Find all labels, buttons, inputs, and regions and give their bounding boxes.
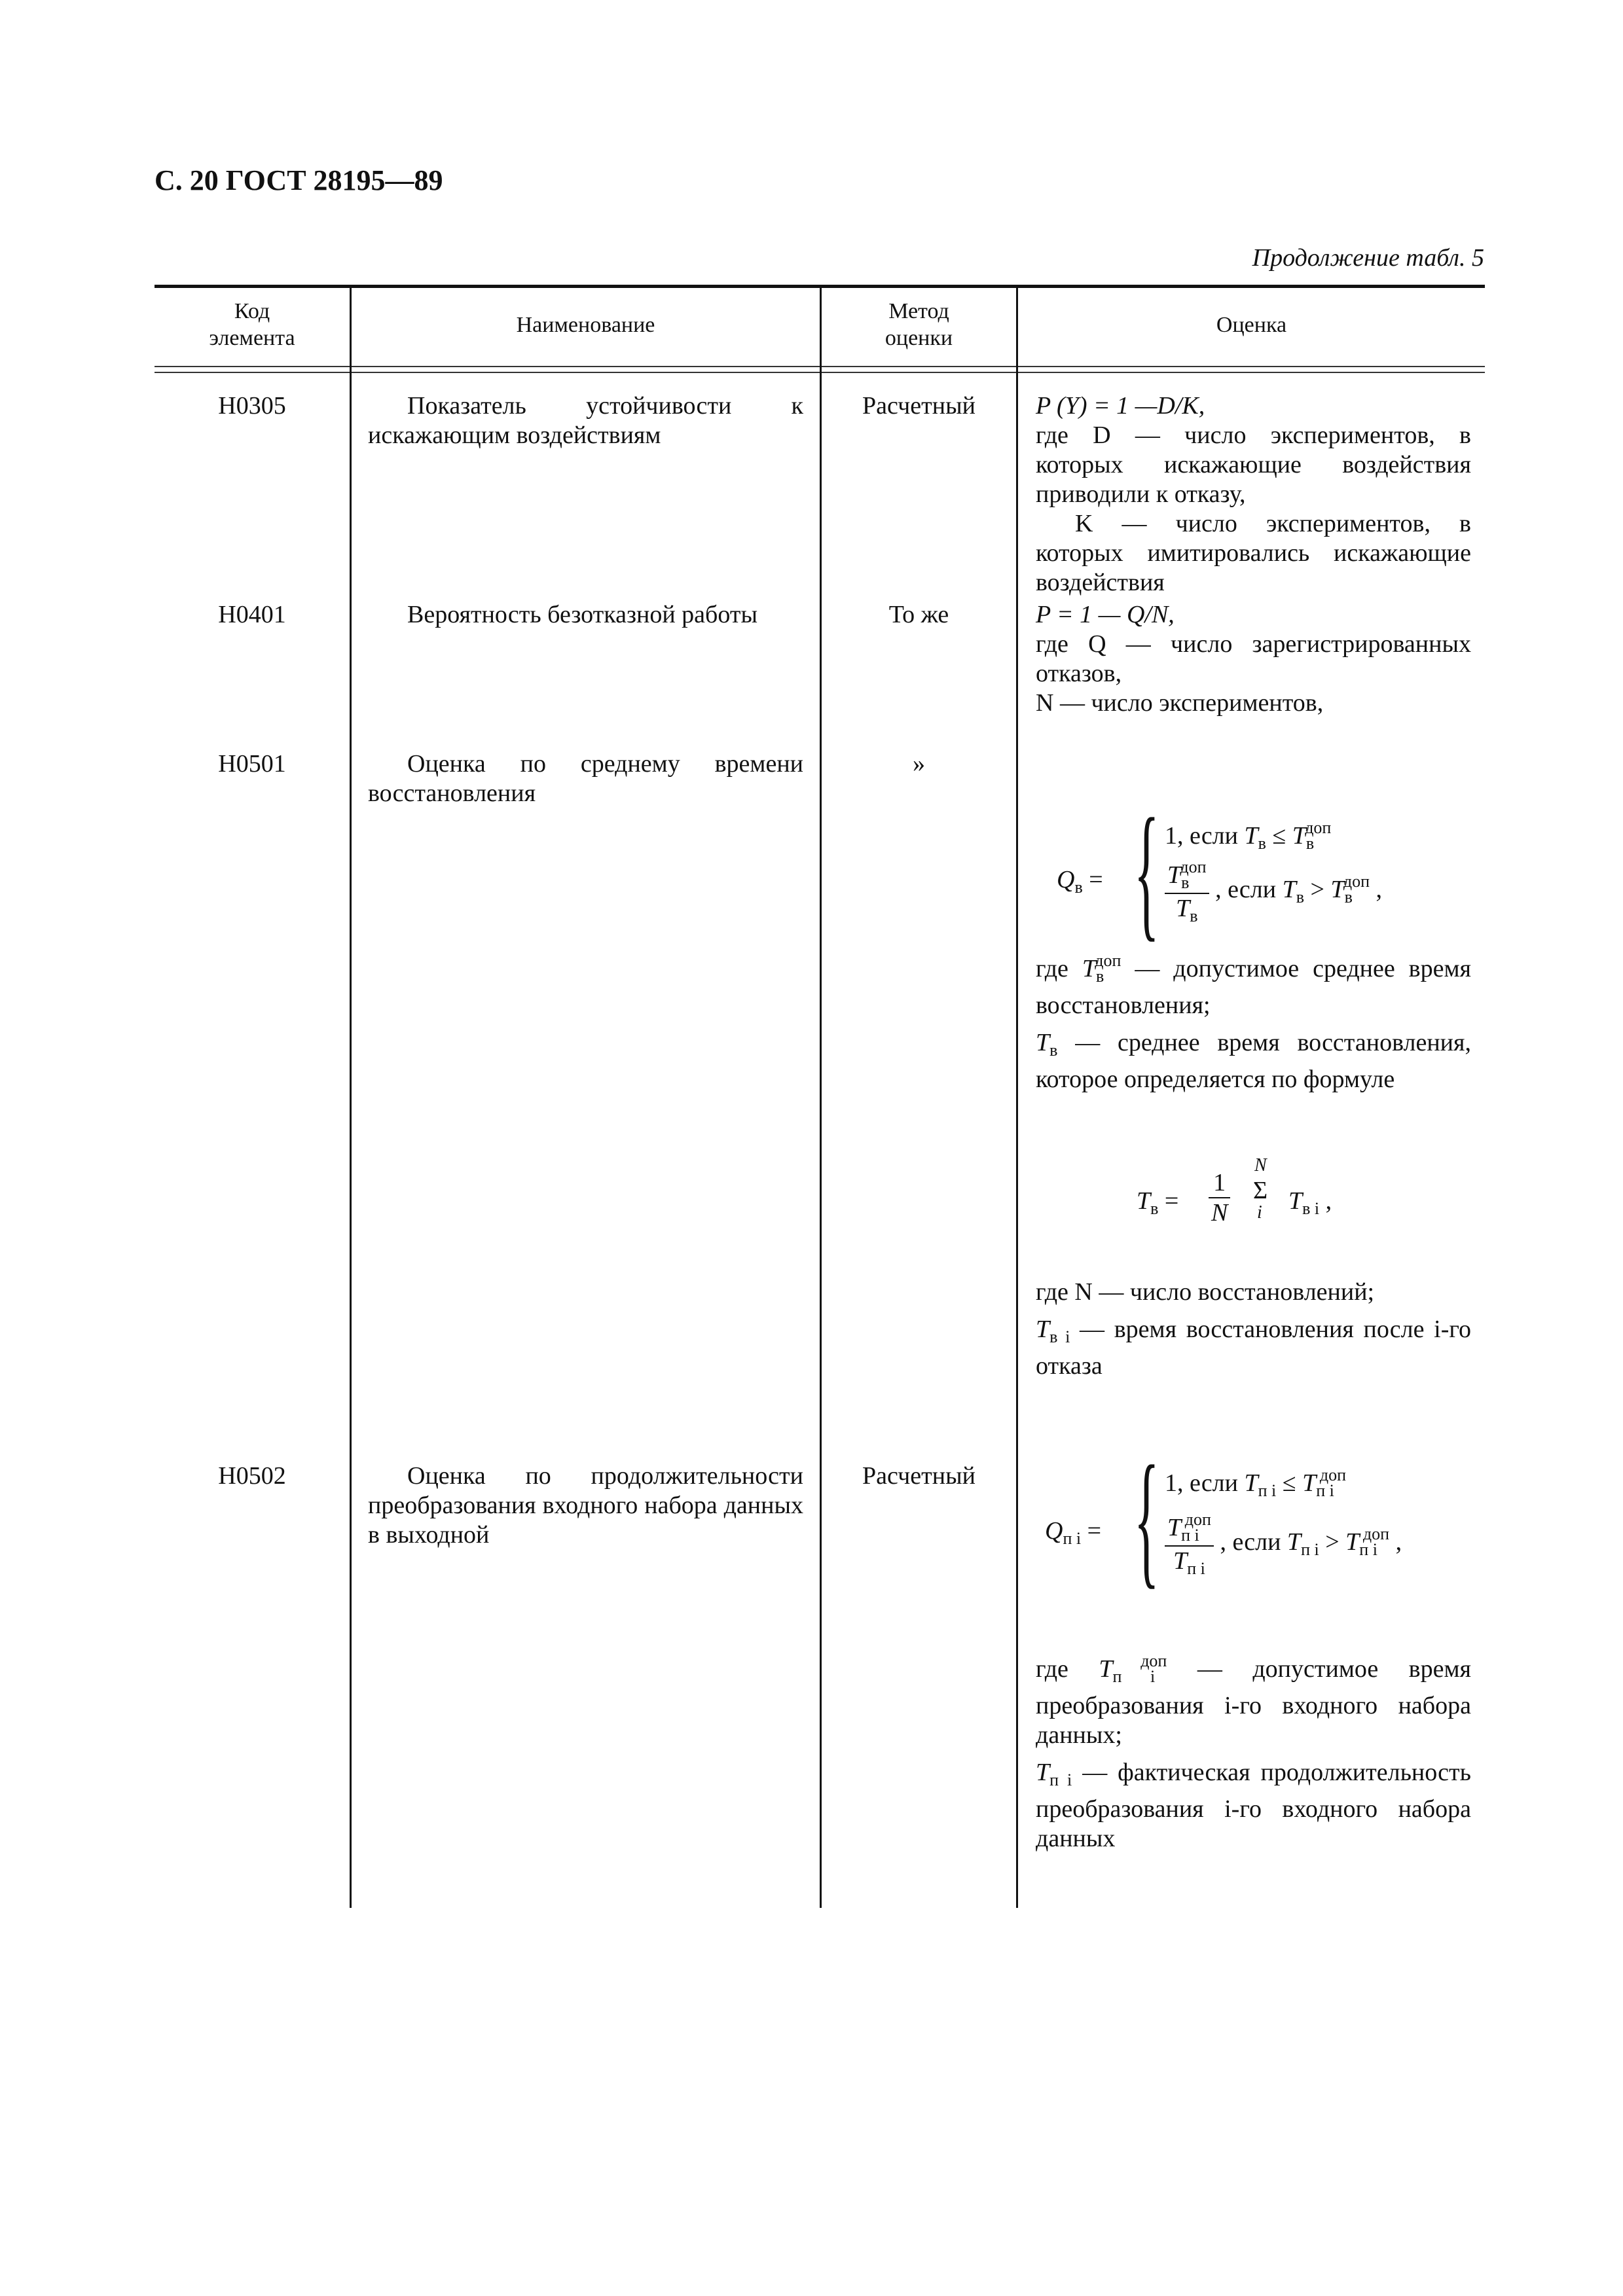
row-method: » (913, 750, 925, 778)
row-estimate: где $T_в^{доп}$ — допустимое среднее время восстановления; $T_в$ — среднее время восстановления, которое определяется по формуле (1036, 951, 1471, 1093)
table-5 (155, 285, 1485, 1908)
row-name: Вероятность безотказной работы (407, 601, 757, 628)
row-method: Расчетный (862, 1462, 976, 1490)
row-estimate (1036, 600, 1471, 718)
row-estimate: где $T_{п i}^{доп}$ — допустимое время преобразования i-го входного набора данных; $T_{п i}$ — фактическая продолжительность преобразования i-го входного набора данных (1036, 1651, 1472, 1852)
row-name: Оценка по среднему времени восстановления (368, 750, 803, 807)
column-header-method: Метод оценки (884, 299, 953, 350)
row-code: Н0502 (218, 1462, 286, 1490)
column-header-name: Наименование (516, 312, 655, 337)
column-header-estimate: Оценка (1216, 312, 1287, 337)
formula-qv: $Q_в$ = { 1, если $T_в \le T_в^{доп}$ $\frac{T_в^{доп}}{T_в}$ , если $T_в > T_в^{доп}$ , (1057, 787, 1382, 954)
estimate-text: N — число экспериментов, (1036, 689, 1324, 717)
row-method: То же (888, 601, 949, 628)
estimate-text: где D — число экспериментов, в которых искажающие воздействия приводили к отказу, (1036, 422, 1471, 508)
formula: P (Y) = 1 —D/K, (1036, 392, 1205, 420)
row-estimate: где N — число восстановлений; $T_{в i}$ — время восстановления после i-го отказа (1036, 1278, 1472, 1380)
estimate-text: где Q — число зарегистрированных отказов, (1036, 630, 1471, 687)
row-name: Оценка по продолжительности преобразования входного набора данных в выходной (368, 1462, 803, 1549)
column-divider-2 (820, 285, 822, 1908)
formula-tv-mean: $T_в$ = $\frac{1}{N}$ N Σ i $T_{в i}$ , (1137, 1155, 1332, 1227)
brace-icon: { (1134, 1435, 1159, 1602)
table-continued-label: Продолжение табл. 5 (1252, 244, 1484, 272)
row-estimate (1036, 391, 1471, 598)
formula: P = 1 — Q/N, (1036, 601, 1175, 628)
brace-icon: { (1134, 787, 1159, 954)
row-code: Н0501 (218, 750, 286, 778)
estimate-text: K — число экспериментов, в которых имитировались искажающие воздействия (1036, 510, 1471, 596)
row-code: Н0305 (218, 392, 286, 420)
formula-qp: $Q_{п i}$ = { 1, если $T_{п i} \le T_{п i}^{доп}$ $\frac{T_{п i}^{доп}}{T_{п i}}$ , если $T_{п i} > T_{п i}^{доп}$ , (1045, 1435, 1402, 1602)
column-divider-3 (1016, 285, 1018, 1908)
column-divider-1 (350, 285, 352, 1908)
row-code: Н0401 (218, 601, 286, 628)
row-method: Расчетный (862, 392, 976, 420)
column-header-code: Код элемента (209, 299, 295, 350)
row-name: Показатель устойчивости к искажающим воздействиям (368, 392, 803, 449)
page-header: С. 20 ГОСТ 28195—89 (155, 164, 443, 196)
